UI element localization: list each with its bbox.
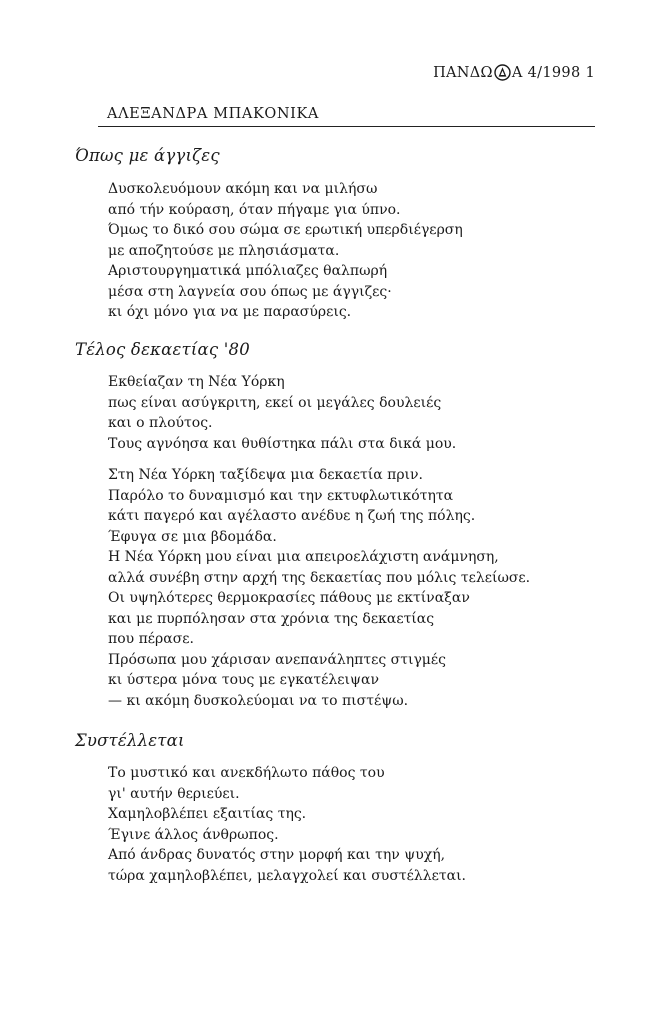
poem-stanza bbox=[108, 179, 463, 323]
poem-line: Εκθείαζαν τη Νέα Υόρκη bbox=[108, 374, 285, 390]
poem-stanza bbox=[108, 763, 466, 886]
poem-stanza bbox=[108, 465, 530, 711]
poem-line: Το μυστικό και ανεκδήλωτο πάθος του bbox=[108, 765, 385, 781]
poem-stanza bbox=[108, 372, 456, 454]
poem-line: τώρα χαμηλοβλέπει, μελαγχολεί και συστέλλεται. bbox=[108, 867, 467, 884]
header-divider bbox=[98, 126, 595, 127]
poem-line: και με πυρπόλησαν στα χρόνια της δεκαετίας bbox=[108, 610, 435, 627]
poem-line: Όμως το δικό σου σώμα σε ερωτική υπερδιέγερση bbox=[108, 222, 463, 238]
poem-line: μέσα στη λαγνεία σου όπως με άγγιζες· bbox=[108, 283, 392, 300]
poem-line: Στη Νέα Υόρκη ταξίδεψα μια δεκαετία πριν. bbox=[108, 467, 423, 483]
poem-line: Τους αγνόησα και θυθίστηκα πάλι στα δικά μου. bbox=[108, 435, 457, 452]
journal-logo-icon bbox=[494, 64, 511, 81]
poem-line: Δυσκολευόμουν ακόμη και να μιλήσω bbox=[108, 181, 378, 197]
poem-line: από τήν κούραση, όταν πήγαμε για ύπνο. bbox=[108, 201, 401, 218]
poem-line: Η Νέα Υόρκη μου είναι μια απειροελάχιστη ανάμνηση, bbox=[108, 549, 499, 565]
poem-title: Συστέλλεται bbox=[75, 731, 185, 750]
issue-number: 4/1998 bbox=[527, 64, 581, 81]
poem-line: Από άνδρας δυνατός στην μορφή και την ψυχή, bbox=[108, 847, 446, 863]
poem-line: Χαμηλοβλέπει εξαιτίας της. bbox=[108, 806, 307, 822]
journal-name-right: Α bbox=[511, 64, 523, 81]
poem-line: Έγινε άλλος άνθρωπος. bbox=[108, 826, 279, 843]
poem-line: με αποζητούσε με πλησιάσματα. bbox=[108, 242, 340, 259]
poem-title: Όπως με άγγιζες bbox=[75, 146, 220, 165]
poem-line: που πέρασε. bbox=[108, 631, 194, 647]
poem-line: πως είναι ασύγκριτη, εκεί οι μεγάλες δουλειές bbox=[108, 394, 442, 411]
page-number: 1 bbox=[585, 64, 595, 81]
poem-line: — κι ακόμη δυσκολεύομαι να το πιστέψω. bbox=[108, 692, 409, 709]
poem-line: γι' αυτήν θεριεύει. bbox=[108, 785, 240, 802]
poem-line: κι ύστερα μόνα τους με εγκατέλειψαν bbox=[108, 672, 379, 688]
poem-line: αλλά συνέβη στην αρχή της δεκαετίας που μόλις τελείωσε. bbox=[108, 569, 531, 586]
author-name: ΑΛΕΞΑΝΔΡΑ ΜΠΑΚΟΝΙΚΑ bbox=[107, 106, 319, 122]
poem-line: Έφυγα σε μια βδομάδα. bbox=[108, 528, 277, 545]
poem-line: Παρόλο το δυναμισμό και την εκτυφλωτικότητα bbox=[108, 487, 454, 504]
poem-line: και ο πλούτος. bbox=[108, 415, 213, 431]
poem-line: Οι υψηλότερες θερμοκρασίες πάθους με εκτίναξαν bbox=[108, 590, 470, 606]
poem-line: Πρόσωπα μου χάρισαν ανεπανάληπτες στιγμές bbox=[108, 651, 447, 668]
journal-header bbox=[433, 64, 595, 81]
poem-line: κάτι παγερό και αγέλαστο ανέδυε η ζωή της πόλης. bbox=[108, 508, 476, 524]
poem-line: κι όχι μόνο για να με παρασύρεις. bbox=[108, 304, 352, 320]
poem-title: Τέλος δεκαετίας '80 bbox=[75, 340, 250, 359]
journal-name-left: ΠΑΝΔΩ bbox=[433, 64, 493, 81]
poem-line: Αριστουργηματικά μπόλιαζες θαλπωρή bbox=[108, 263, 388, 279]
